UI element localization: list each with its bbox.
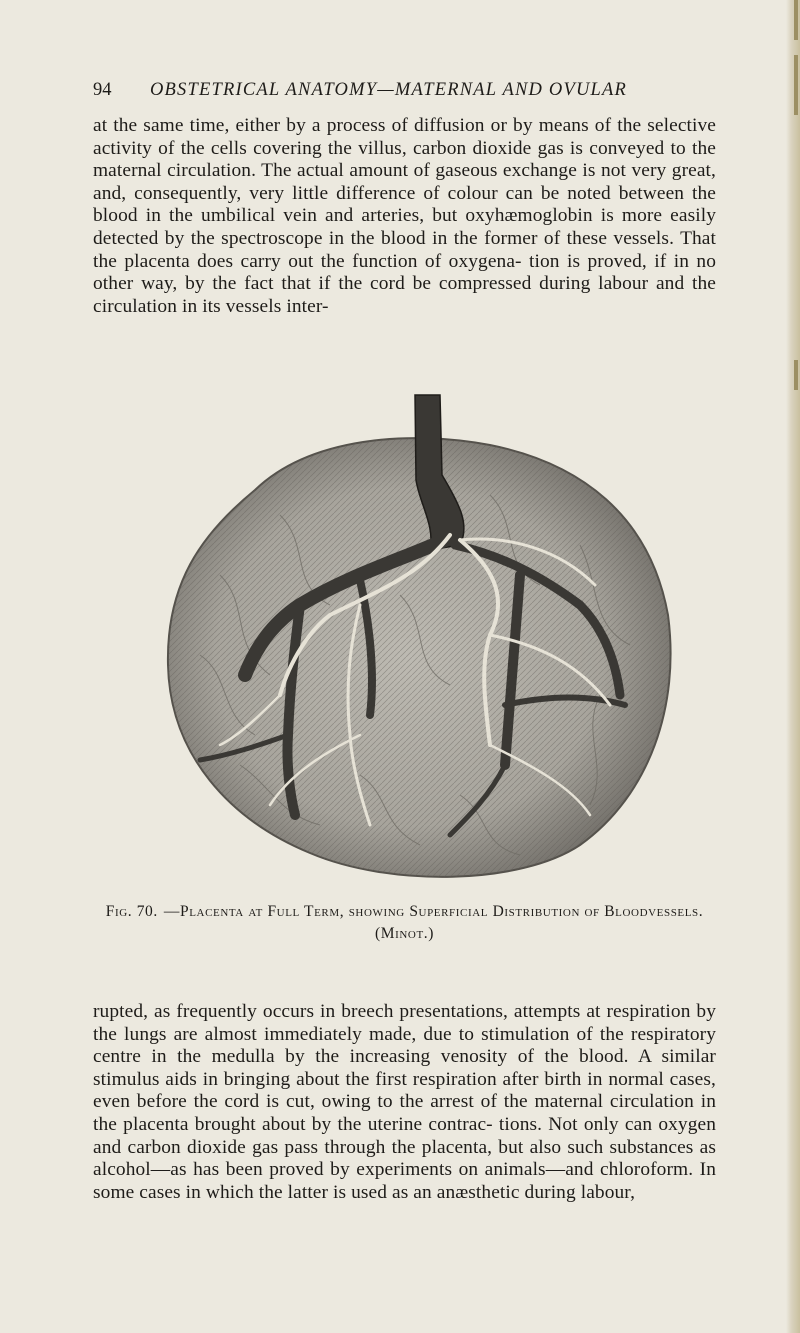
placenta-illustration	[160, 375, 675, 890]
paragraph-top: at the same time, either by a process of diffusion or by means of the selective activity of the cells covering the villus, carbon dioxide gas is conveyed to the maternal circulation. The actual amount of gaseous exchange is not very great, and, consequently, very little difference of colour can be noted between the blood in the umbilical vein and arteries, but oxyhæmoglobin is more easily detected by the spectroscope in the blood in the former of these vessels. That the placenta does carry out the function of oxygena- tion is proved, if in no other way, by the fact that if the cord be compressed during labour and the circulation in its vessels inter-	[93, 115, 716, 317]
page-number: 94	[93, 80, 112, 100]
page-edge	[786, 0, 800, 1333]
figure-label: Fig. 70.	[105, 903, 158, 920]
paragraph-bottom: rupted, as frequently occurs in breech presentations, attempts at respiration by the lungs are almost immediately made, due to stimulation of the respiratory centre in the medulla by the increasing venosity of the blood. A similar stimulus aids in bringing about the first respiration after birth in normal cases, even before the cord is cut, owing to the arrest of the maternal circulation in the placenta brought about by the uterine contrac- tions. Not only can oxygen and carbon dioxide gas pass through the placenta, but also such substances as alcohol—as has been proved by experiments on animals—and chloroform. In some cases in which the latter is used as an anæsthetic during labour,	[93, 1001, 716, 1203]
running-head: OBSTETRICAL ANATOMY—MATERNAL AND OVULAR	[150, 80, 627, 100]
figure-caption-text: —Placenta at Full Term, showing Superficial Distribution of Bloodvessels. (Minot.)	[163, 903, 704, 942]
figure-caption	[93, 901, 716, 945]
page-header	[93, 80, 713, 104]
